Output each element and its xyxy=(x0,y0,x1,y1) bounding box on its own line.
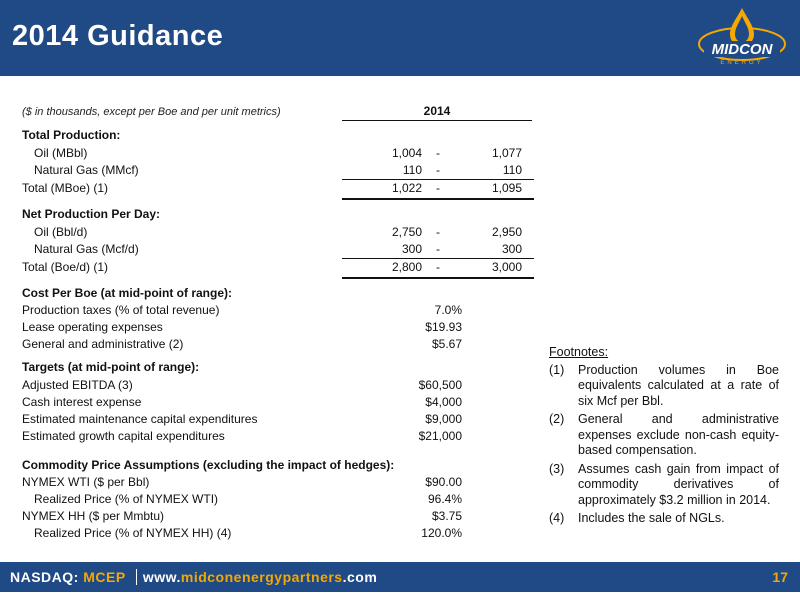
section-heading: Targets (at mid-point of range): xyxy=(22,360,200,374)
url-suffix: .com xyxy=(342,569,378,585)
total-row: Total (Boe/d) (1) 2,800 - 3,000 xyxy=(22,260,522,274)
exchange-label: NASDAQ: xyxy=(10,569,79,585)
slide-header xyxy=(0,0,800,76)
logo-wordmark: MIDCON xyxy=(711,41,773,58)
footnote-item: (2) General and administrative expenses exclude non-cash equity-based compensation. xyxy=(549,412,779,457)
total-rule xyxy=(342,179,534,180)
table-row: Oil (MBbl) 1,004 - 1,077 xyxy=(34,146,522,160)
midcon-logo xyxy=(690,4,794,74)
total-double-rule xyxy=(342,198,534,200)
section-heading: Total Production: xyxy=(22,128,121,142)
table-row: NYMEX HH ($ per Mmbtu) $3.75 xyxy=(22,509,462,523)
table-row: Natural Gas (MMcf) 110 - 110 xyxy=(34,163,522,177)
total-double-rule xyxy=(342,277,534,279)
footnotes xyxy=(549,345,779,530)
section-heading: Net Production Per Day: xyxy=(22,207,161,221)
table-row: General and administrative (2) $5.67 xyxy=(22,337,462,351)
year-header: 2014 xyxy=(342,104,532,121)
page-number: 17 xyxy=(772,569,788,585)
footer-divider xyxy=(136,569,137,585)
url-domain: midconenergypartners xyxy=(180,569,343,585)
table-row: Oil (Bbl/d) 2,750 - 2,950 xyxy=(34,225,522,239)
table-row: Production taxes (% of total revenue) 7.0% xyxy=(22,303,462,317)
table-row: Realized Price (% of NYMEX HH) (4) 120.0% xyxy=(34,526,462,540)
table-row: NYMEX WTI ($ per Bbl) $90.00 xyxy=(22,475,462,489)
footnote-item: (3) Assumes cash gain from impact of commodity derivatives of approximately $3.2 million in 2014. xyxy=(549,461,779,507)
url-prefix: www. xyxy=(142,569,181,585)
table-row: Adjusted EBITDA (3) $60,500 xyxy=(22,378,462,392)
footer-info xyxy=(10,569,377,585)
section-heading: Commodity Price Assumptions (excluding the impact of hedges): xyxy=(22,458,395,472)
total-rule xyxy=(342,258,534,259)
slide-footer xyxy=(0,562,800,592)
slide-title: 2014 Guidance xyxy=(12,20,224,52)
ticker-symbol: MCEP xyxy=(83,569,126,585)
section-heading: Cost Per Boe (at mid-point of range): xyxy=(22,286,232,300)
total-row: Total (MBoe) (1) 1,022 - 1,095 xyxy=(22,181,522,195)
logo-subtext: ENERGY xyxy=(720,60,764,66)
table-row: Estimated growth capital expenditures $21,000 xyxy=(22,429,462,443)
table-row: Cash interest expense $4,000 xyxy=(22,395,462,409)
footnote-item: (4) Includes the sale of NGLs. xyxy=(549,511,725,525)
table-row: Natural Gas (Mcf/d) 300 - 300 xyxy=(34,242,522,256)
table-row: Realized Price (% of NYMEX WTI) 96.4% xyxy=(34,492,462,506)
table-row: Estimated maintenance capital expenditures $9,000 xyxy=(22,412,462,426)
table-row: Lease operating expenses $19.93 xyxy=(22,320,462,334)
footnote-item: (1) Production volumes in Boe equivalents calculated at a rate of six Mcf per Bbl. xyxy=(549,362,779,408)
footnotes-title: Footnotes: xyxy=(549,345,609,359)
unit-note: ($ in thousands, except per Boe and per unit metrics) xyxy=(22,106,281,118)
